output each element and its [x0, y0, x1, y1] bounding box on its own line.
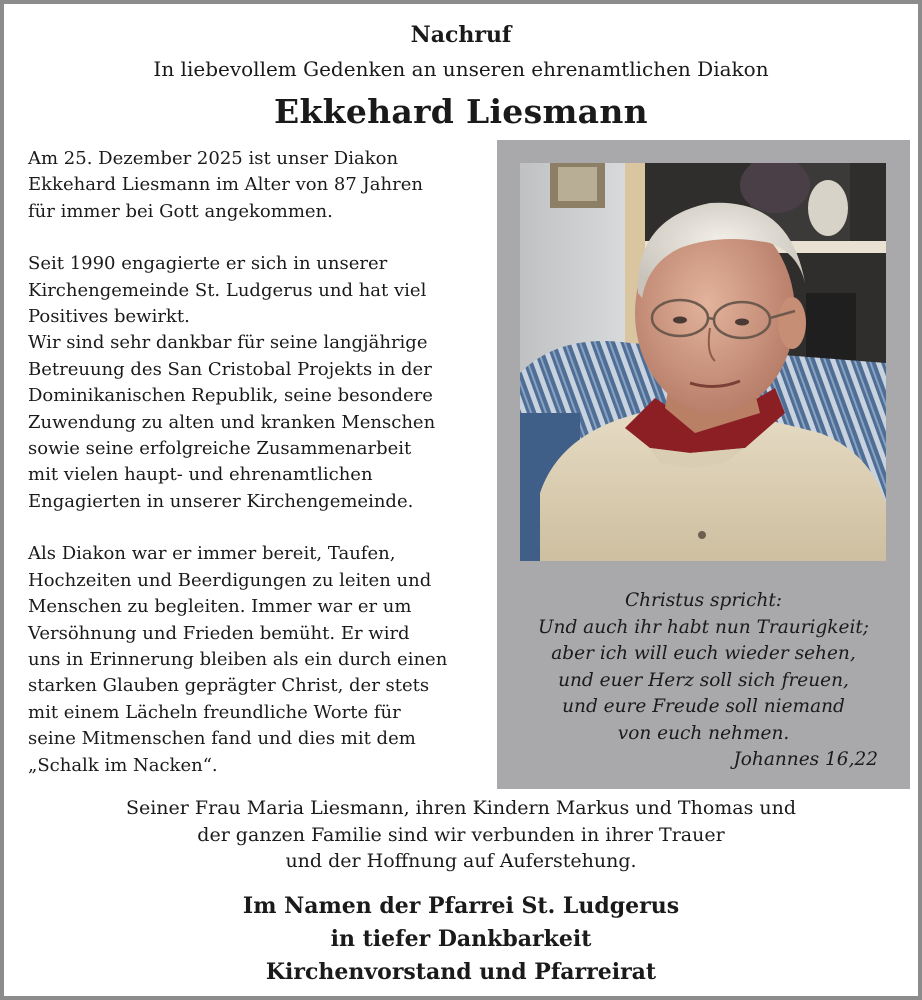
signature-line: Kirchenvorstand und Pfarreirat [265, 959, 657, 985]
obituary-line: Am 25. Dezember 2025 ist unser Diakon [28, 148, 399, 169]
obituary-line: Zuwendung zu alten und kranken Menschen [28, 411, 436, 433]
verse-line: Und auch ihr habt nun Traurigkeit; [537, 616, 870, 638]
verse-line: Christus spricht: [624, 590, 783, 611]
obituary-line: uns in Erinnerung bleiben als ein durch einen [28, 648, 448, 670]
obituary-line: „Schalk im Nacken“. [28, 754, 218, 776]
obituary-line: Versöhnung und Frieden bemüht. Er wird [28, 622, 410, 644]
obituary-line: Ekkehard Liesmann im Alter von 87 Jahren [28, 174, 423, 196]
verse-reference: Johannes 16,22 [733, 749, 878, 770]
obituary-line: Kirchengemeinde St. Ludgerus und hat viel [28, 279, 427, 301]
signature-block [0, 890, 922, 989]
obituary-line: Dominikanischen Republik, seine besondere [28, 385, 433, 407]
heading-kicker: Nachruf [410, 22, 512, 48]
portrait-photo [520, 163, 886, 561]
photo-verse-panel [497, 140, 910, 789]
obituary-line: starken Glauben geprägter Christ, der stets [28, 675, 430, 697]
obituary-line: mit vielen haupt- und ehrenamtlichen [28, 464, 373, 486]
obituary-line: Positives bewirkt. [28, 306, 190, 328]
signature-line: Im Namen der Pfarrei St. Ludgerus [242, 893, 680, 919]
bible-verse [497, 588, 910, 774]
obituary-line: Seit 1990 engagierte er sich in unserer [28, 253, 388, 275]
verse-line: aber ich will euch wieder sehen, [551, 643, 856, 664]
obituary-line: Engagierten in unserer Kirchengemeinde. [28, 490, 414, 512]
verse-line: von euch nehmen. [617, 722, 790, 744]
verse-line: und euer Herz soll sich freuen, [558, 669, 849, 691]
obituary-text [28, 146, 498, 779]
obituary-line: sowie seine erfolgreiche Zusammenarbeit [28, 438, 412, 460]
obituary-line: Hochzeiten und Beerdigungen zu leiten und [28, 569, 432, 591]
deceased-name: Ekkehard Liesmann [274, 92, 648, 131]
condolence-line: Seiner Frau Maria Liesmann, ihren Kindern Markus und Thomas und [125, 797, 797, 819]
obituary-line: für immer bei Gott angekommen. [28, 200, 333, 222]
condolence-line: und der Hoffnung auf Auferstehung. [285, 850, 637, 872]
obituary-line: Betreuung des San Cristobal Projekts in der [28, 358, 432, 380]
heading-subline: In liebevollem Gedenken an unseren ehrenamtlichen Diakon [153, 57, 769, 81]
obituary-line: seine Mitmenschen fand und dies mit dem [28, 728, 416, 750]
obituary-line: Als Diakon war er immer bereit, Taufen, [28, 543, 396, 565]
obituary-line: Wir sind sehr dankbar für seine langjährige [28, 332, 428, 354]
condolence-line: der ganzen Familie sind wir verbunden in ihrer Trauer [197, 823, 725, 846]
signature-line: in tiefer Dankbarkeit [330, 926, 592, 952]
obituary-line: Menschen zu begleiten. Immer war er um [28, 596, 412, 618]
condolence-text [0, 795, 922, 875]
obituary-line: mit einem Lächeln freundliche Worte für [28, 701, 401, 723]
verse-line: und eure Freude soll niemand [562, 696, 845, 717]
